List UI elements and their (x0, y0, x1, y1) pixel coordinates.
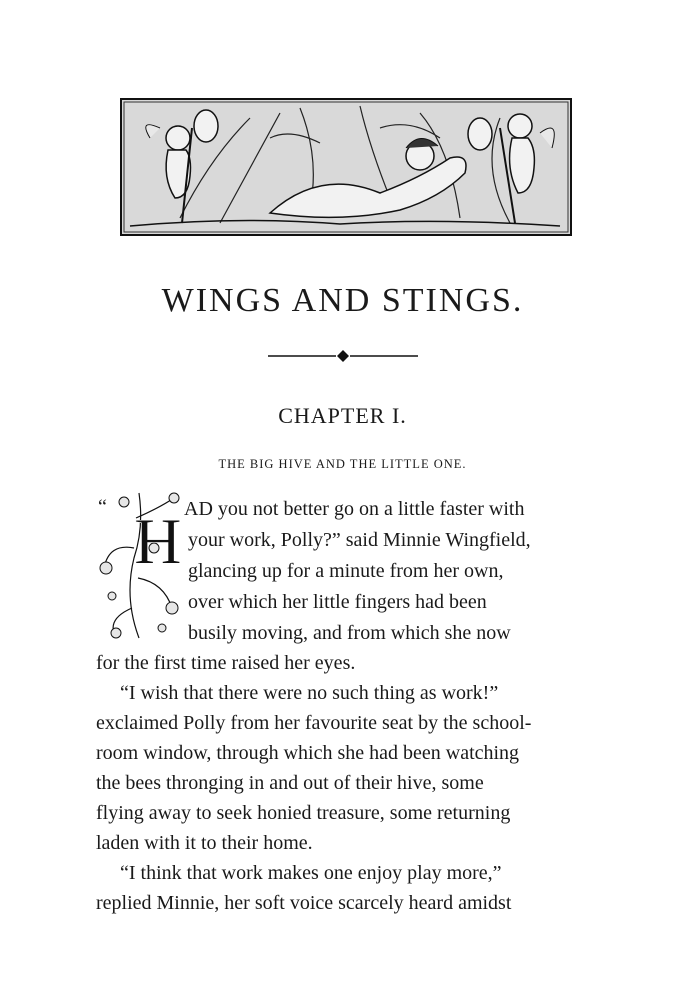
text-line: “I think that work makes one enjoy play more,” (120, 862, 502, 884)
text-line: flying away to seek honied treasure, some returning (96, 802, 511, 824)
text-line: AD you not better go on a little faster with (184, 498, 525, 520)
text-line: laden with it to their home. (96, 832, 313, 854)
text-line: room window, through which she had been watching (96, 742, 520, 764)
chapter-heading: CHAPTER I. (278, 403, 407, 428)
book-title: WINGS AND STINGS. (161, 282, 524, 319)
opening-quote-mark: “ (98, 496, 107, 518)
text-line: busily moving, and from which she now (188, 622, 511, 644)
text-line: the bees thronging in and out of their hive, some (96, 772, 484, 794)
ornamental-rule-icon (268, 348, 418, 364)
text-line: exclaimed Polly from her favourite seat by the school- (96, 712, 532, 734)
chapter-subtitle: THE BIG HIVE AND THE LITTLE ONE. (218, 457, 467, 471)
headpiece-illustration-icon (120, 98, 572, 236)
svg-text:H: H (134, 505, 182, 578)
text-line: replied Minnie, her soft voice scarcely heard amidst (96, 892, 512, 914)
floral-drop-cap-icon (94, 488, 184, 640)
text-line: “I wish that there were no such thing as work!” (120, 682, 499, 704)
text-line: your work, Polly?” said Minnie Wingfield, (188, 529, 531, 551)
text-line: over which her little fingers had been (188, 591, 487, 613)
text-line: glancing up for a minute from her own, (188, 560, 504, 582)
text-line: for the first time raised her eyes. (96, 652, 356, 674)
